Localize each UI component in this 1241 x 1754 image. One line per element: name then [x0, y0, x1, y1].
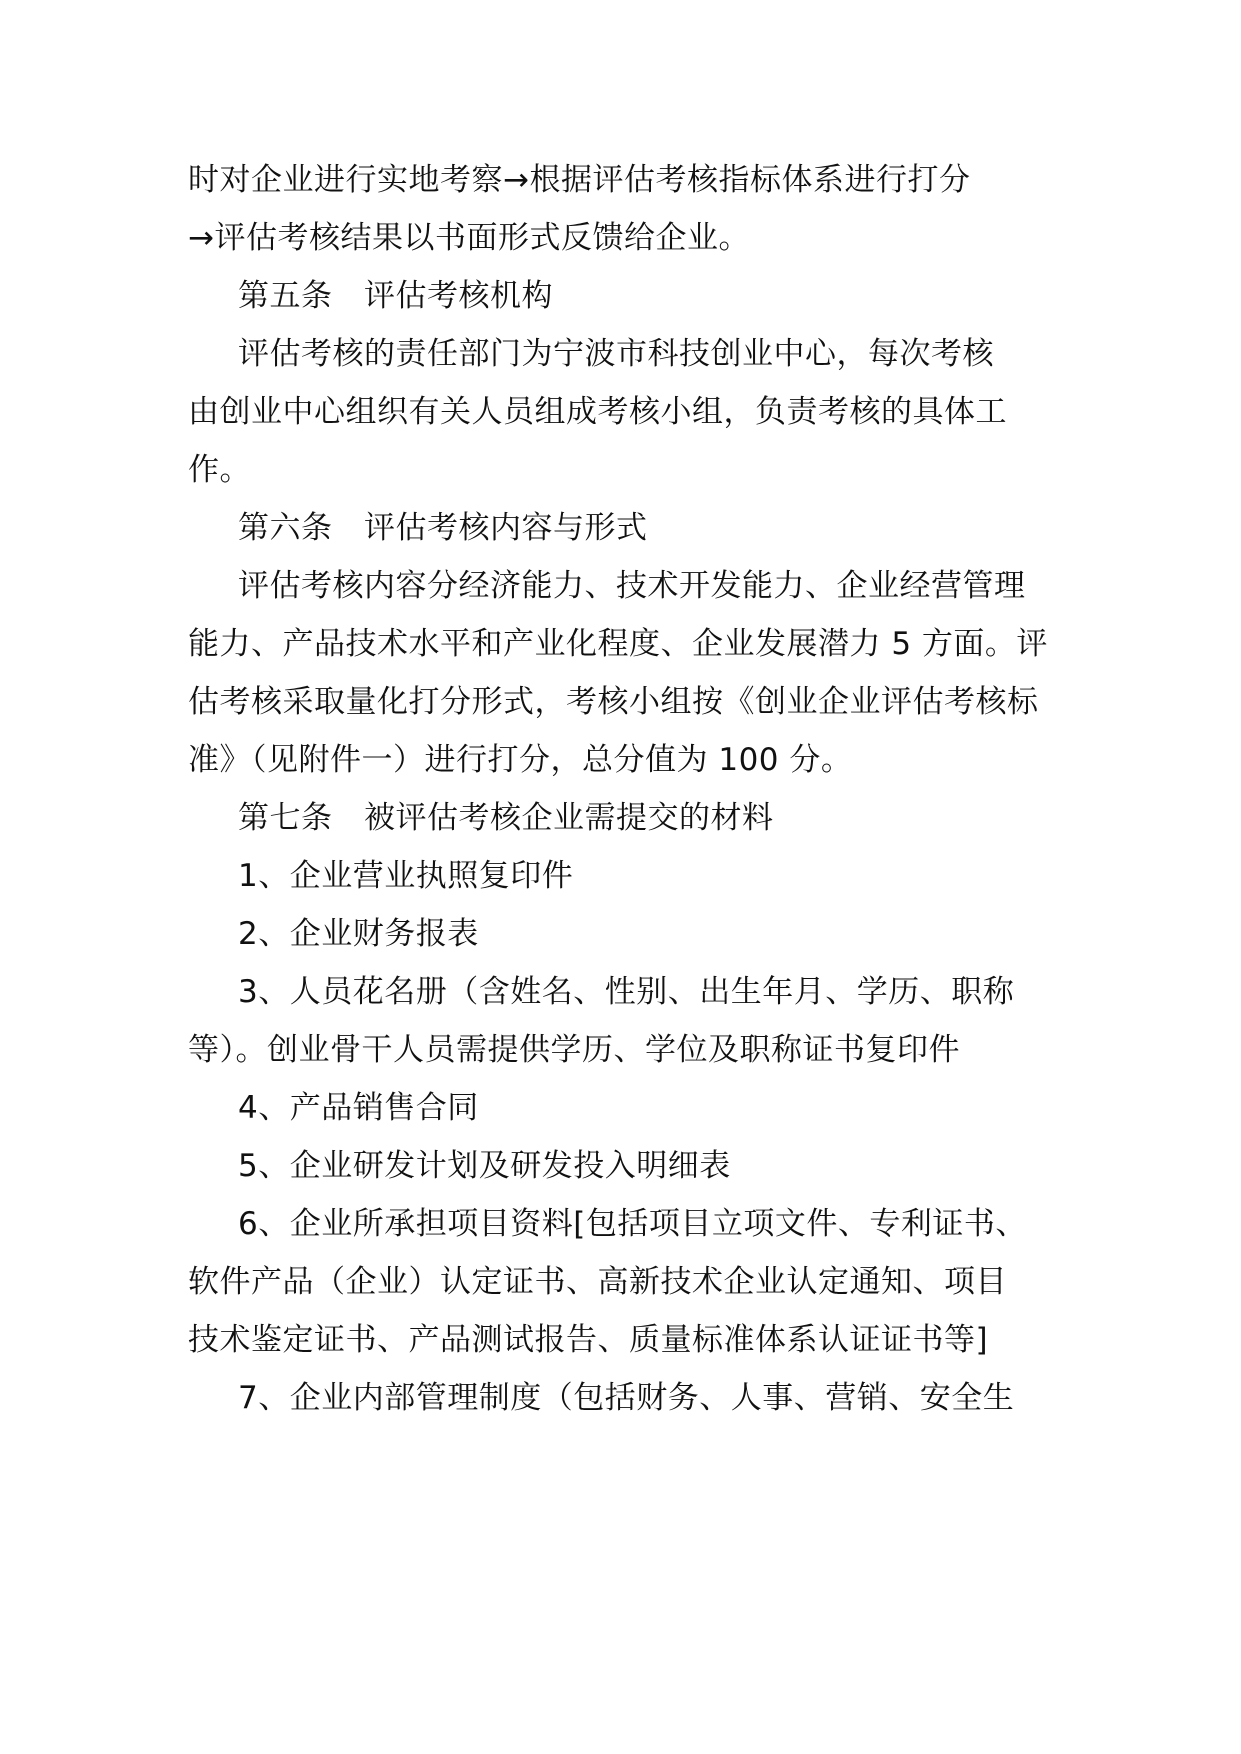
- section-heading-article-7: 第七条 被评估考核企业需提交的材料: [238, 800, 774, 836]
- section-heading-article-5: 第五条 评估考核机构: [238, 278, 553, 314]
- paragraph-line: 评估考核的责任部门为宁波市科技创业中心，每次考核: [238, 336, 994, 372]
- list-item: 6、企业所承担项目资料[包括项目立项文件、专利证书、: [238, 1206, 1027, 1242]
- section-heading-article-6: 第六条 评估考核内容与形式: [238, 510, 648, 546]
- paragraph-line: 评估考核内容分经济能力、技术开发能力、企业经营管理: [238, 568, 1026, 604]
- paragraph-line: →评估考核结果以书面形式反馈给企业。: [188, 220, 750, 256]
- paragraph-line: 时对企业进行实地考察→根据评估考核指标体系进行打分: [188, 162, 971, 198]
- list-item-continuation: 等）。创业骨干人员需提供学历、学位及职称证书复印件: [188, 1032, 960, 1068]
- paragraph-line: 由创业中心组织有关人员组成考核小组，负责考核的具体工: [188, 394, 1007, 430]
- list-item: 1、企业营业执照复印件: [238, 858, 574, 894]
- list-item: 2、企业财务报表: [238, 916, 479, 952]
- paragraph-line: 能力、产品技术水平和产业化程度、企业发展潜力 5 方面。评: [188, 626, 1048, 662]
- list-item-continuation: 软件产品（企业）认定证书、高新技术企业认定通知、项目: [188, 1264, 1007, 1300]
- list-item-continuation: 技术鉴定证书、产品测试报告、质量标准体系认证证书等]: [188, 1322, 989, 1358]
- paragraph-line: 准》（见附件一）进行打分，总分值为 100 分。: [188, 742, 853, 778]
- list-item: 7、企业内部管理制度（包括财务、人事、营销、安全生: [238, 1380, 1015, 1416]
- list-item: 5、企业研发计划及研发投入明细表: [238, 1148, 731, 1184]
- paragraph-line: 作。: [188, 452, 251, 488]
- paragraph-line: 估考核采取量化打分形式，考核小组按《创业企业评估考核标: [188, 684, 1039, 720]
- list-item: 3、人员花名册（含姓名、性别、出生年月、学历、职称: [238, 974, 1015, 1010]
- list-item: 4、产品销售合同: [238, 1090, 479, 1126]
